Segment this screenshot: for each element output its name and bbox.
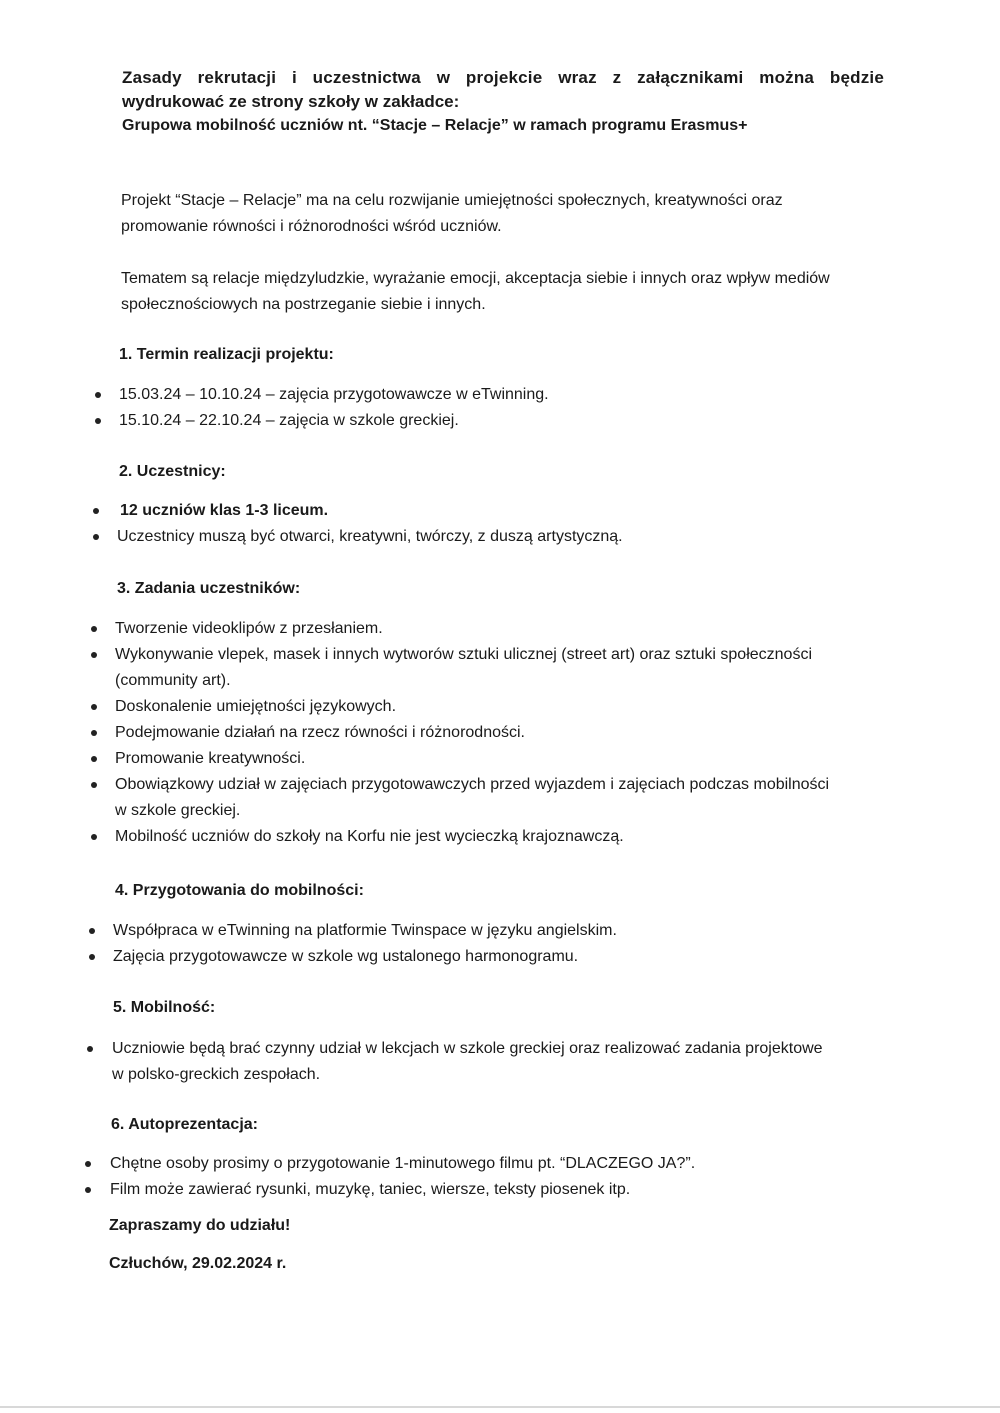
list-item-text: Podejmowanie działań na rzecz równości i różnorodności. <box>115 724 525 741</box>
bullet-icon <box>91 756 97 762</box>
list-item-text: Film może zawierać rysunki, muzykę, taniec, wiersze, teksty piosenek itp. <box>110 1181 631 1198</box>
bullet-icon <box>89 928 95 934</box>
list-item <box>91 824 881 850</box>
section-heading: 2. Uczestnicy: <box>119 463 226 480</box>
list-item <box>91 772 881 798</box>
list-item <box>85 1151 885 1177</box>
list-item <box>85 1177 885 1203</box>
header-line: Zasady rekrutacji i uczestnictwa w projekcie wraz z załącznikami można będzie <box>122 68 884 87</box>
list-item <box>91 720 881 746</box>
list-item <box>89 918 879 944</box>
bullet-icon <box>91 704 97 710</box>
header-program-title: Grupowa mobilność uczniów nt. “Stacje – Relacje” w ramach programu Erasmus+ <box>122 117 748 134</box>
page-edge-divider <box>0 1406 1000 1408</box>
bullet-list <box>85 1151 885 1203</box>
list-item <box>91 694 881 720</box>
text-line: promowanie równości i różnorodności wśród uczniów. <box>121 218 502 235</box>
list-item-continuation <box>91 798 881 824</box>
list-item-text: Uczniowie będą brać czynny udział w lekcjach w szkole greckiej oraz realizować zadania projektowe <box>112 1040 823 1057</box>
list-item-continuation <box>91 668 881 694</box>
list-item-text: w polsko-greckich zespołach. <box>112 1066 321 1083</box>
section-heading: 4. Przygotowania do mobilności: <box>115 882 364 899</box>
document-header <box>122 66 884 138</box>
text-line: Projekt “Stacje – Relacje” ma na celu rozwijanie umiejętności społecznych, kreatywności oraz <box>121 192 783 209</box>
list-item <box>91 616 881 642</box>
place-and-date: Człuchów, 29.02.2024 r. <box>109 1255 287 1272</box>
list-item-text: Chętne osoby prosimy o przygotowanie 1-minutowego filmu pt. “DLACZEGO JA?”. <box>110 1155 696 1172</box>
list-item-text: Doskonalenie umiejętności językowych. <box>115 698 397 715</box>
text-line: społecznościowych na postrzeganie siebie i innych. <box>121 296 486 313</box>
list-item-text: (community art). <box>115 672 231 689</box>
intro-paragraph-1 <box>121 188 881 240</box>
list-item <box>91 746 881 772</box>
list-item-text: Zajęcia przygotowawcze w szkole wg ustalonego harmonogramu. <box>113 948 579 965</box>
bullet-icon <box>89 954 95 960</box>
section-heading: 5. Mobilność: <box>113 999 216 1016</box>
bullet-list <box>91 616 881 850</box>
section-heading: 1. Termin realizacji projektu: <box>119 346 334 363</box>
header-line: wydrukować ze strony szkoły w zakładce: <box>122 92 460 111</box>
list-item-text: Tworzenie videoklipów z przesłaniem. <box>115 620 383 637</box>
closing-invitation: Zapraszamy do udziału! <box>109 1217 291 1234</box>
list-item-text: Mobilność uczniów do szkoły na Korfu nie jest wycieczką krajoznawczą. <box>115 828 624 845</box>
list-item-text: Uczestnicy muszą być otwarci, kreatywni, twórczy, z duszą artystyczną. <box>117 528 623 545</box>
section-heading: 3. Zadania uczestników: <box>117 580 301 597</box>
list-item-text: w szkole greckiej. <box>115 802 241 819</box>
bullet-icon <box>95 392 101 398</box>
list-item-text: Wykonywanie vlepek, masek i innych wytworów sztuki ulicznej (street art) oraz sztuki społeczności <box>115 646 812 663</box>
text-line: Tematem są relacje międzyludzkie, wyrażanie emocji, akceptacja siebie i innych oraz wpływ mediów <box>121 270 830 287</box>
bullet-icon <box>87 1046 93 1052</box>
list-item-text: 15.10.24 – 22.10.24 – zajęcia w szkole greckiej. <box>119 412 459 429</box>
list-item <box>95 382 875 408</box>
list-item-text: Promowanie kreatywności. <box>115 750 306 767</box>
intro-paragraph-2 <box>121 266 881 318</box>
bullet-list <box>93 498 873 550</box>
bullet-list <box>95 382 875 434</box>
list-item-text: Współpraca w eTwinning na platformie Twinspace w języku angielskim. <box>113 922 617 939</box>
list-item-text: 12 uczniów klas 1-3 liceum. <box>120 502 329 519</box>
list-item-text: 15.03.24 – 10.10.24 – zajęcia przygotowawcze w eTwinning. <box>119 386 549 403</box>
bullet-icon <box>95 418 101 424</box>
list-item-continuation <box>87 1062 887 1088</box>
list-item <box>87 1036 887 1062</box>
bullet-icon <box>91 834 97 840</box>
list-item <box>89 944 879 970</box>
bullet-icon <box>91 626 97 632</box>
bullet-icon <box>91 652 97 658</box>
list-item <box>95 408 875 434</box>
section-heading: 6. Autoprezentacja: <box>111 1116 258 1133</box>
bullet-icon <box>91 782 97 788</box>
list-item-text: Obowiązkowy udział w zajęciach przygotowawczych przed wyjazdem i zajęciach podczas mobilności <box>115 776 830 793</box>
bullet-icon <box>93 534 99 540</box>
bullet-icon <box>91 730 97 736</box>
bullet-icon <box>93 508 99 514</box>
bullet-icon <box>85 1187 91 1193</box>
list-item <box>91 642 881 668</box>
list-item <box>93 498 873 524</box>
bullet-icon <box>85 1161 91 1167</box>
bullet-list <box>89 918 879 970</box>
bullet-list <box>87 1036 887 1088</box>
list-item <box>93 524 873 550</box>
